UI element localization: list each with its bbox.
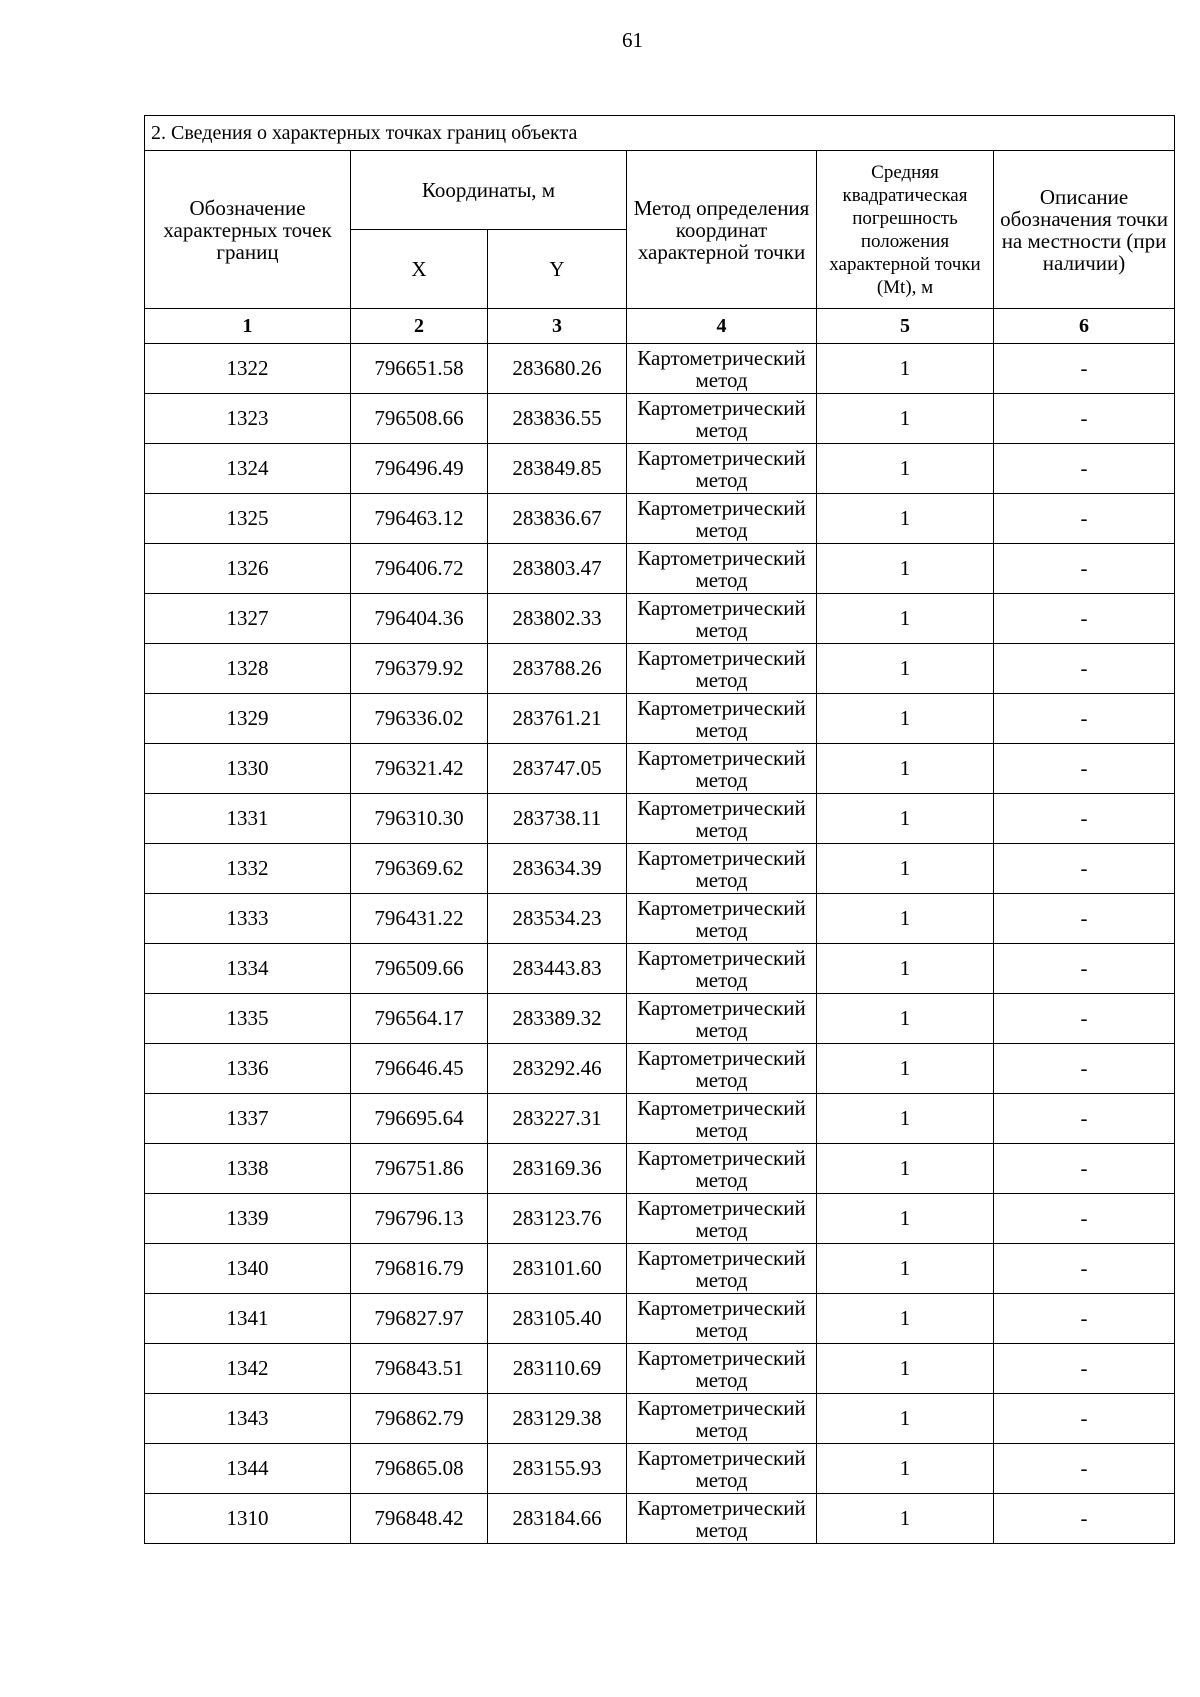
method-line-1: Картометрический (637, 595, 806, 620)
description-cell: - (994, 444, 1175, 494)
y-coordinate-cell: 283169.36 (488, 1144, 627, 1194)
method-line-1: Картометрический (637, 845, 806, 870)
column-number: 1 (145, 309, 351, 344)
header-row (145, 151, 1175, 230)
mean-error-cell: 1 (817, 794, 994, 844)
method-line-2: метод (695, 1117, 748, 1142)
description-cell: - (994, 944, 1175, 994)
point-id-cell: 1324 (145, 444, 351, 494)
method-line-1: Картометрический (637, 545, 806, 570)
method-line-1: Картометрический (637, 1095, 806, 1120)
point-id-cell: 1337 (145, 1094, 351, 1144)
point-id-cell: 1333 (145, 894, 351, 944)
method-line-1: Картометрический (637, 445, 806, 470)
method-cell (627, 744, 817, 794)
method-line-2: метод (695, 767, 748, 792)
y-coordinate-cell: 283292.46 (488, 1044, 627, 1094)
mean-error-cell: 1 (817, 594, 994, 644)
x-coordinate-cell: 796463.12 (351, 494, 488, 544)
method-line-1: Картометрический (637, 1195, 806, 1220)
y-coordinate-cell: 283389.32 (488, 994, 627, 1044)
description-cell: - (994, 594, 1175, 644)
y-coordinate-cell: 283803.47 (488, 544, 627, 594)
y-coordinate-cell: 283836.67 (488, 494, 627, 544)
method-cell (627, 1044, 817, 1094)
point-id-cell: 1341 (145, 1294, 351, 1344)
method-line-1: Картометрический (637, 495, 806, 520)
method-line-2: метод (695, 1317, 748, 1342)
mean-error-cell: 1 (817, 894, 994, 944)
table-row (145, 794, 1175, 844)
mean-error-cell: 1 (817, 1244, 994, 1294)
method-cell (627, 1294, 817, 1344)
x-coordinate-cell: 796406.72 (351, 544, 488, 594)
method-cell (627, 1494, 817, 1544)
table-body (145, 344, 1175, 1544)
x-coordinate-cell: 796508.66 (351, 394, 488, 444)
method-line-2: метод (695, 967, 748, 992)
mean-error-cell: 1 (817, 1094, 994, 1144)
method-line-1: Картометрический (637, 1345, 806, 1370)
x-coordinate-cell: 796651.58 (351, 344, 488, 394)
point-id-cell: 1334 (145, 944, 351, 994)
method-cell (627, 1244, 817, 1294)
x-coordinate-cell: 796310.30 (351, 794, 488, 844)
description-cell: - (994, 1244, 1175, 1294)
y-coordinate-cell: 283105.40 (488, 1294, 627, 1344)
x-coordinate-cell: 796646.45 (351, 1044, 488, 1094)
table-row (145, 744, 1175, 794)
description-cell: - (994, 1494, 1175, 1544)
method-line-1: Картометрический (637, 945, 806, 970)
table-row (145, 394, 1175, 444)
table-row (145, 344, 1175, 394)
method-line-1: Картометрический (637, 695, 806, 720)
point-id-cell: 1331 (145, 794, 351, 844)
column-number: 3 (488, 309, 627, 344)
y-coordinate-cell: 283129.38 (488, 1394, 627, 1444)
description-cell: - (994, 344, 1175, 394)
x-coordinate-cell: 796865.08 (351, 1444, 488, 1494)
mean-error-cell: 1 (817, 744, 994, 794)
x-coordinate-cell: 796751.86 (351, 1144, 488, 1194)
description-cell: - (994, 644, 1175, 694)
method-line-2: метод (695, 1467, 748, 1492)
method-cell (627, 444, 817, 494)
table-title: 2. Сведения о характерных точках границ объекта (145, 116, 1175, 151)
mean-error-cell: 1 (817, 644, 994, 694)
method-cell (627, 394, 817, 444)
point-id-cell: 1338 (145, 1144, 351, 1194)
y-coordinate-cell: 283123.76 (488, 1194, 627, 1244)
table-row (145, 444, 1175, 494)
method-line-2: метод (695, 1067, 748, 1092)
description-cell: - (994, 1394, 1175, 1444)
method-line-1: Картометрический (637, 1145, 806, 1170)
method-line-2: метод (695, 1267, 748, 1292)
description-cell: - (994, 694, 1175, 744)
table-row (145, 1094, 1175, 1144)
method-cell (627, 1194, 817, 1244)
method-cell (627, 994, 817, 1044)
table-row (145, 1244, 1175, 1294)
mean-error-cell: 1 (817, 1494, 994, 1544)
table-row (145, 1344, 1175, 1394)
description-cell: - (994, 1094, 1175, 1144)
point-id-cell: 1330 (145, 744, 351, 794)
method-line-2: метод (695, 817, 748, 842)
method-line-1: Картометрический (637, 1495, 806, 1520)
method-cell (627, 694, 817, 744)
x-coordinate-cell: 796827.97 (351, 1294, 488, 1344)
point-id-cell: 1335 (145, 994, 351, 1044)
point-id-cell: 1326 (145, 544, 351, 594)
y-coordinate-cell: 283443.83 (488, 944, 627, 994)
y-coordinate-cell: 283788.26 (488, 644, 627, 694)
method-cell (627, 594, 817, 644)
mean-error-cell: 1 (817, 1294, 994, 1344)
header-y: Y (488, 230, 627, 309)
description-cell: - (994, 1044, 1175, 1094)
table-row (145, 694, 1175, 744)
mean-error-cell: 1 (817, 1194, 994, 1244)
table-row (145, 1494, 1175, 1544)
method-line-2: метод (695, 1167, 748, 1192)
description-cell: - (994, 394, 1175, 444)
mean-error-cell: 1 (817, 844, 994, 894)
description-cell: - (994, 1194, 1175, 1244)
method-line-1: Картометрический (637, 1245, 806, 1270)
method-line-2: метод (695, 917, 748, 942)
table-row (145, 844, 1175, 894)
mean-error-cell: 1 (817, 944, 994, 994)
y-coordinate-cell: 283836.55 (488, 394, 627, 444)
point-id-cell: 1342 (145, 1344, 351, 1394)
table-title-row (145, 116, 1175, 151)
y-coordinate-cell: 283680.26 (488, 344, 627, 394)
y-coordinate-cell: 283101.60 (488, 1244, 627, 1294)
method-line-2: метод (695, 517, 748, 542)
header-mean-error: Средняя квадратическая погрешность положения характерной точки (Mt), м (817, 151, 994, 309)
mean-error-cell: 1 (817, 444, 994, 494)
method-line-2: метод (695, 1017, 748, 1042)
x-coordinate-cell: 796379.92 (351, 644, 488, 694)
method-line-2: метод (695, 617, 748, 642)
table-row (145, 594, 1175, 644)
description-cell: - (994, 494, 1175, 544)
x-coordinate-cell: 796848.42 (351, 1494, 488, 1544)
point-id-cell: 1344 (145, 1444, 351, 1494)
table-row (145, 1294, 1175, 1344)
y-coordinate-cell: 283110.69 (488, 1344, 627, 1394)
point-id-cell: 1323 (145, 394, 351, 444)
method-line-2: метод (695, 867, 748, 892)
method-line-2: метод (695, 367, 748, 392)
method-line-1: Картометрический (637, 1295, 806, 1320)
method-cell (627, 894, 817, 944)
description-cell: - (994, 1344, 1175, 1394)
method-line-1: Картометрический (637, 1395, 806, 1420)
x-coordinate-cell: 796431.22 (351, 894, 488, 944)
y-coordinate-cell: 283849.85 (488, 444, 627, 494)
mean-error-cell: 1 (817, 1444, 994, 1494)
y-coordinate-cell: 283738.11 (488, 794, 627, 844)
x-coordinate-cell: 796509.66 (351, 944, 488, 994)
x-coordinate-cell: 796862.79 (351, 1394, 488, 1444)
point-id-cell: 1336 (145, 1044, 351, 1094)
header-description: Описание обозначения точки на местности (при наличии) (994, 151, 1175, 309)
mean-error-cell: 1 (817, 1144, 994, 1194)
y-coordinate-cell: 283184.66 (488, 1494, 627, 1544)
mean-error-cell: 1 (817, 494, 994, 544)
method-line-2: метод (695, 1217, 748, 1242)
mean-error-cell: 1 (817, 1394, 994, 1444)
method-line-2: метод (695, 1417, 748, 1442)
column-number-row (145, 309, 1175, 344)
method-cell (627, 1094, 817, 1144)
x-coordinate-cell: 796695.64 (351, 1094, 488, 1144)
column-number: 5 (817, 309, 994, 344)
x-coordinate-cell: 796369.62 (351, 844, 488, 894)
point-id-cell: 1327 (145, 594, 351, 644)
description-cell: - (994, 994, 1175, 1044)
point-id-cell: 1343 (145, 1394, 351, 1444)
y-coordinate-cell: 283747.05 (488, 744, 627, 794)
method-line-2: метод (695, 1367, 748, 1392)
method-line-1: Картометрический (637, 1045, 806, 1070)
table-row (145, 544, 1175, 594)
y-coordinate-cell: 283634.39 (488, 844, 627, 894)
x-coordinate-cell: 796496.49 (351, 444, 488, 494)
header-method: Метод определения координат характерной точки (627, 151, 817, 309)
method-line-2: метод (695, 467, 748, 492)
method-cell (627, 544, 817, 594)
method-line-1: Картометрический (637, 1445, 806, 1470)
table-row (145, 644, 1175, 694)
method-line-1: Картометрический (637, 345, 806, 370)
method-cell (627, 494, 817, 544)
method-cell (627, 644, 817, 694)
x-coordinate-cell: 796404.36 (351, 594, 488, 644)
y-coordinate-cell: 283802.33 (488, 594, 627, 644)
method-line-1: Картометрический (637, 745, 806, 770)
table-row (145, 1194, 1175, 1244)
mean-error-cell: 1 (817, 344, 994, 394)
description-cell: - (994, 744, 1175, 794)
y-coordinate-cell: 283761.21 (488, 694, 627, 744)
header-coordinates: Координаты, м (351, 151, 627, 230)
point-id-cell: 1325 (145, 494, 351, 544)
table-row (145, 494, 1175, 544)
method-line-1: Картометрический (637, 645, 806, 670)
header-x: X (351, 230, 488, 309)
description-cell: - (994, 544, 1175, 594)
table-row (145, 894, 1175, 944)
y-coordinate-cell: 283534.23 (488, 894, 627, 944)
x-coordinate-cell: 796321.42 (351, 744, 488, 794)
description-cell: - (994, 844, 1175, 894)
column-number: 2 (351, 309, 488, 344)
method-cell (627, 1444, 817, 1494)
table-row (145, 1394, 1175, 1444)
point-id-cell: 1339 (145, 1194, 351, 1244)
table-row (145, 1144, 1175, 1194)
x-coordinate-cell: 796336.02 (351, 694, 488, 744)
point-id-cell: 1340 (145, 1244, 351, 1294)
mean-error-cell: 1 (817, 694, 994, 744)
description-cell: - (994, 894, 1175, 944)
method-line-1: Картометрический (637, 395, 806, 420)
description-cell: - (994, 1294, 1175, 1344)
boundary-points-table (144, 115, 1175, 1544)
column-number: 4 (627, 309, 817, 344)
table-row (145, 994, 1175, 1044)
method-line-1: Картометрический (637, 895, 806, 920)
method-line-2: метод (695, 567, 748, 592)
mean-error-cell: 1 (817, 544, 994, 594)
column-number: 6 (994, 309, 1175, 344)
mean-error-cell: 1 (817, 394, 994, 444)
method-line-1: Картометрический (637, 795, 806, 820)
mean-error-cell: 1 (817, 1344, 994, 1394)
page-number: 61 (622, 28, 643, 52)
table-row (145, 1444, 1175, 1494)
description-cell: - (994, 1144, 1175, 1194)
mean-error-cell: 1 (817, 994, 994, 1044)
method-line-2: метод (695, 667, 748, 692)
header-point-designation: Обозначение характерных точек границ (145, 151, 351, 309)
method-cell (627, 794, 817, 844)
method-cell (627, 944, 817, 994)
method-cell (627, 1144, 817, 1194)
point-id-cell: 1329 (145, 694, 351, 744)
y-coordinate-cell: 283227.31 (488, 1094, 627, 1144)
method-cell (627, 1394, 817, 1444)
description-cell: - (994, 794, 1175, 844)
description-cell: - (994, 1444, 1175, 1494)
method-line-1: Картометрический (637, 995, 806, 1020)
table-row (145, 944, 1175, 994)
method-cell (627, 344, 817, 394)
x-coordinate-cell: 796796.13 (351, 1194, 488, 1244)
point-id-cell: 1328 (145, 644, 351, 694)
point-id-cell: 1322 (145, 344, 351, 394)
y-coordinate-cell: 283155.93 (488, 1444, 627, 1494)
method-line-2: метод (695, 1517, 748, 1542)
point-id-cell: 1310 (145, 1494, 351, 1544)
method-cell (627, 1344, 817, 1394)
table-row (145, 1044, 1175, 1094)
method-line-2: метод (695, 717, 748, 742)
x-coordinate-cell: 796816.79 (351, 1244, 488, 1294)
method-line-2: метод (695, 417, 748, 442)
x-coordinate-cell: 796564.17 (351, 994, 488, 1044)
x-coordinate-cell: 796843.51 (351, 1344, 488, 1394)
mean-error-cell: 1 (817, 1044, 994, 1094)
method-cell (627, 844, 817, 894)
point-id-cell: 1332 (145, 844, 351, 894)
